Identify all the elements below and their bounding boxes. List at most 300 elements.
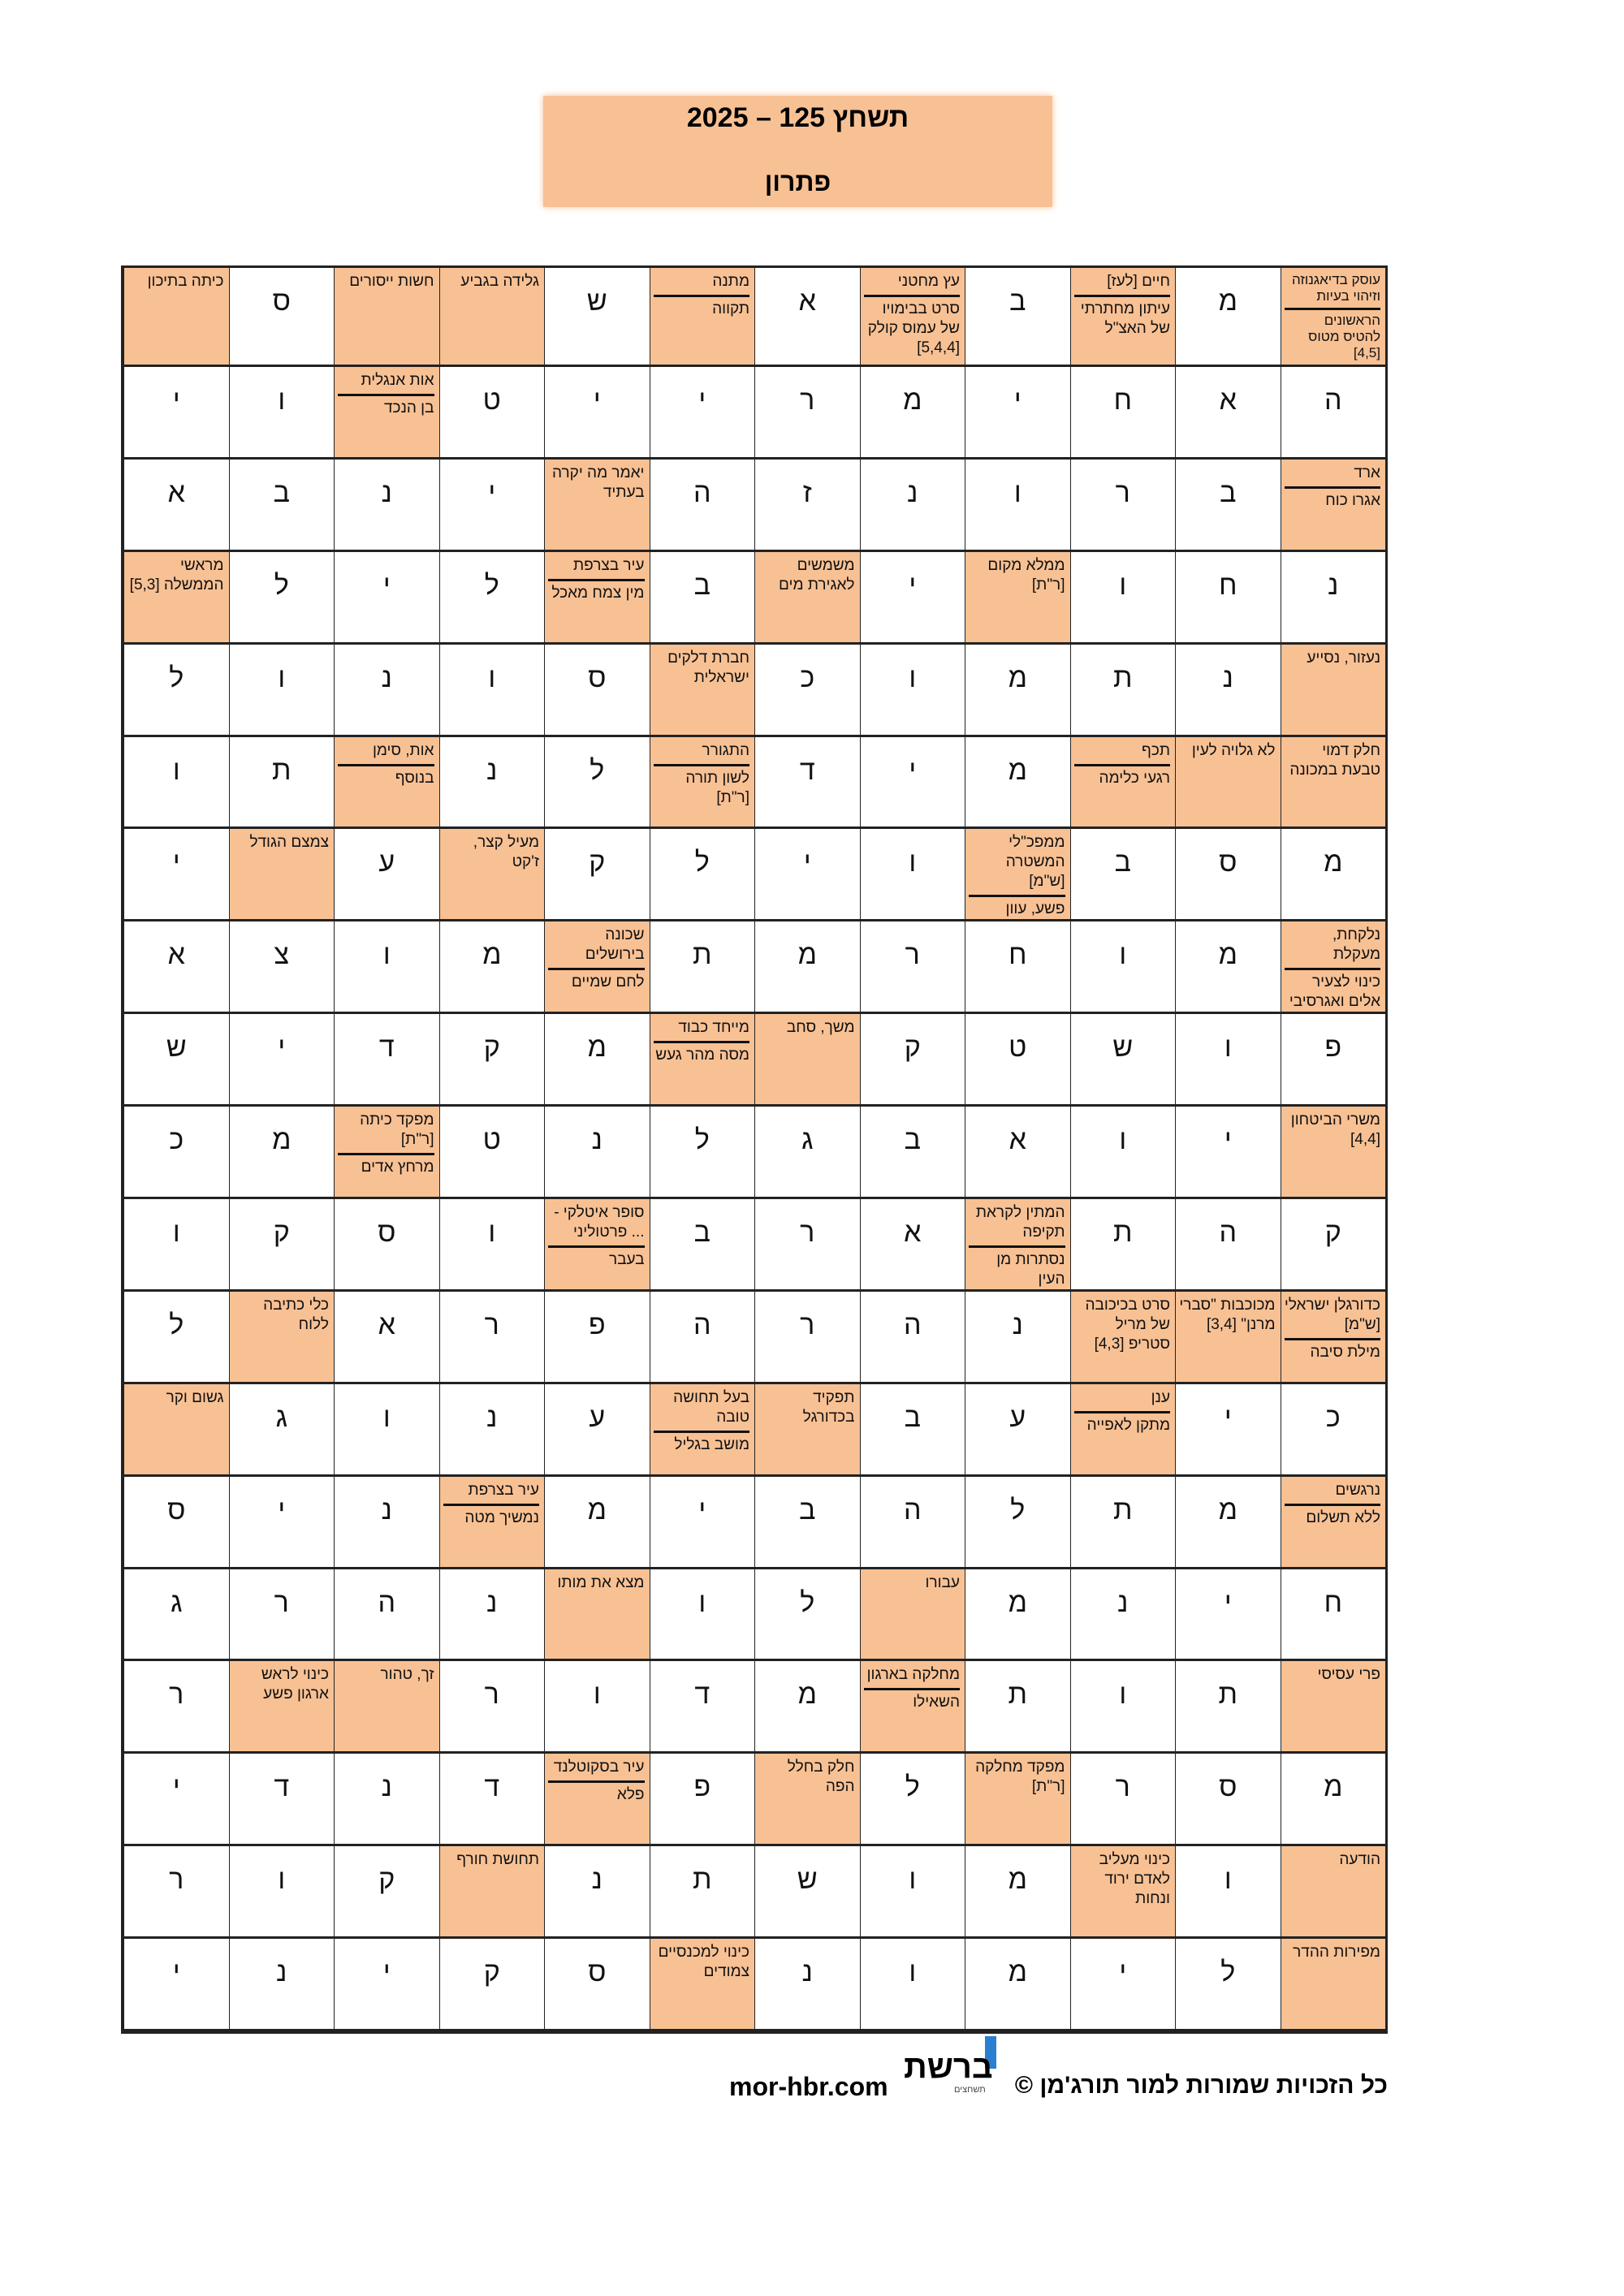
clue-text: עץ מחטני — [897, 273, 960, 290]
answer-cell: ל — [754, 1569, 860, 1662]
puzzle-subtitle: פתרון — [764, 167, 831, 196]
clue-text: משמשים לאגירת מים — [779, 556, 855, 593]
clue-cell — [1175, 1292, 1281, 1384]
clue-cell — [860, 1569, 965, 1662]
answer-cell: ה — [650, 1292, 755, 1384]
answer-cell: מ — [1281, 829, 1386, 921]
clue-text: עוסק בדיאגנוזה וזיהוי בעיות — [1291, 272, 1380, 304]
answer-cell: ו — [229, 367, 335, 460]
answer-cell: ל — [650, 829, 755, 921]
clue-text: תכף — [1142, 741, 1170, 759]
clue-text: עיר בצרפת — [468, 1481, 539, 1499]
answer-cell: י — [123, 1754, 229, 1846]
clue-cell — [1070, 1384, 1176, 1477]
clue-text: עיתון מחתרתי של האצ"ל — [1074, 295, 1171, 339]
answer-cell: ה — [334, 1569, 439, 1662]
answer-cell: ל — [650, 1107, 755, 1199]
answer-cell: י — [123, 367, 229, 460]
clue-cell — [1281, 645, 1386, 737]
answer-cell: ת — [965, 1661, 1070, 1754]
clue-text: נעזור, נסייע — [1307, 649, 1380, 667]
crossword-grid — [121, 265, 1388, 2034]
answer-cell: ע — [334, 829, 439, 921]
answer-cell: ט — [439, 1107, 545, 1199]
answer-cell: א — [1175, 367, 1281, 460]
answer-cell: ו — [334, 1384, 439, 1477]
answer-cell: ר — [754, 1199, 860, 1292]
answer-cell: ס — [1175, 829, 1281, 921]
answer-cell: א — [754, 268, 860, 367]
answer-cell: י — [439, 460, 545, 552]
answer-cell: נ — [544, 1846, 650, 1939]
clue-cell — [123, 268, 229, 367]
clue-text: כינוי לצעיר אלים ואגרסיבי — [1285, 968, 1381, 1012]
clue-text: התגורר — [702, 741, 749, 759]
clue-cell — [1281, 1107, 1386, 1199]
clue-text: השאילו — [864, 1688, 961, 1713]
answer-cell: מ — [544, 1014, 650, 1107]
answer-cell: כ — [123, 1107, 229, 1199]
clue-cell — [1281, 737, 1386, 830]
clue-text: בנוסף — [338, 764, 434, 789]
answer-cell: י — [229, 1014, 335, 1107]
answer-cell: מ — [1175, 268, 1281, 367]
clue-text: צמצם הגודל — [249, 834, 329, 852]
answer-cell: ב — [1175, 460, 1281, 552]
answer-cell: י — [1175, 1384, 1281, 1477]
answer-cell: ו — [123, 1199, 229, 1292]
answer-cell: ת — [650, 1846, 755, 1939]
clue-text: מרחץ אדים — [338, 1153, 434, 1178]
answer-cell: ק — [439, 1939, 545, 2031]
answer-cell: ו — [1175, 1014, 1281, 1107]
logo-text: ברשת — [904, 2049, 993, 2085]
answer-cell: י — [334, 552, 439, 645]
answer-cell: מ — [1175, 921, 1281, 1014]
clue-cell — [334, 1107, 439, 1199]
answer-cell: מ — [754, 1661, 860, 1754]
clue-cell — [544, 1754, 650, 1846]
clue-text: משרי הביטחון [4,4] — [1290, 1111, 1380, 1149]
answer-cell: א — [334, 1292, 439, 1384]
clue-cell — [754, 1384, 860, 1477]
logo-subtext: תשחצים — [954, 2085, 986, 2095]
clue-text: גשום וקר — [166, 1388, 224, 1406]
answer-cell: ל — [1175, 1939, 1281, 2031]
answer-cell: ע — [965, 1384, 1070, 1477]
answer-cell: ל — [123, 645, 229, 737]
clue-cell — [1281, 1939, 1386, 2031]
clue-cell — [965, 1754, 1070, 1846]
answer-cell: י — [650, 367, 755, 460]
answer-cell: ק — [229, 1199, 335, 1292]
answer-cell: מ — [965, 1846, 1070, 1939]
clue-cell — [544, 921, 650, 1014]
clue-cell — [860, 1661, 965, 1754]
clue-text: מפירות ההדר — [1293, 1944, 1380, 1962]
answer-cell: ק — [544, 829, 650, 921]
title-banner — [543, 96, 1052, 207]
answer-cell: י — [1175, 1107, 1281, 1199]
answer-cell: ב — [650, 1199, 755, 1292]
clue-text: כינוי לראש ארגון פשע — [261, 1666, 329, 1703]
clue-text: עיר בצרפת — [573, 556, 645, 574]
answer-cell: נ — [754, 1939, 860, 2031]
answer-cell: מ — [965, 737, 1070, 830]
answer-cell: ח — [1281, 1569, 1386, 1662]
logo — [904, 2036, 1022, 2100]
clue-cell — [334, 268, 439, 367]
answer-cell: ק — [334, 1846, 439, 1939]
answer-cell: ק — [439, 1014, 545, 1107]
clue-text: כדורגלן ישראלי [ש"מ] — [1284, 1296, 1380, 1333]
clue-cell — [229, 829, 335, 921]
clue-text: סופר איטלקי - ... פרטוליני — [554, 1203, 645, 1241]
answer-cell: נ — [334, 460, 439, 552]
clue-cell — [650, 1939, 755, 2031]
answer-cell: י — [754, 829, 860, 921]
answer-cell: ש — [123, 1014, 229, 1107]
clue-cell — [1070, 268, 1176, 367]
answer-cell: נ — [334, 645, 439, 737]
clue-text: זך, טהור — [380, 1666, 434, 1684]
answer-cell: ח — [1175, 552, 1281, 645]
answer-cell: ד — [650, 1661, 755, 1754]
clue-cell — [439, 1846, 545, 1939]
answer-cell: ש — [754, 1846, 860, 1939]
clue-cell — [229, 1661, 335, 1754]
clue-cell — [334, 1661, 439, 1754]
answer-cell: ת — [229, 737, 335, 830]
clue-text: הראשונים להטיס מטוס [4,5] — [1285, 308, 1381, 362]
clue-text: סרט בבימויו של עמוס קולק [5,4,4] — [864, 295, 961, 359]
clue-cell — [439, 829, 545, 921]
answer-cell: ו — [860, 829, 965, 921]
clue-text: גלידה בגביע — [460, 273, 539, 290]
clue-cell — [1281, 1477, 1386, 1569]
answer-cell: ר — [1070, 460, 1176, 552]
answer-cell: ו — [123, 737, 229, 830]
clue-text: אגרו כוח — [1285, 486, 1381, 511]
answer-cell: ר — [754, 367, 860, 460]
clue-text: מחלקה בארגון — [866, 1666, 960, 1684]
answer-cell: י — [334, 1939, 439, 2031]
clue-text: חברת דלקים ישראלית — [667, 649, 749, 686]
answer-cell: מ — [544, 1477, 650, 1569]
answer-cell: כ — [1281, 1384, 1386, 1477]
clue-cell — [544, 552, 650, 645]
clue-cell — [1281, 1661, 1386, 1754]
clue-cell — [754, 552, 860, 645]
clue-text: הודעה — [1339, 1851, 1380, 1869]
answer-cell: ב — [1070, 829, 1176, 921]
answer-cell: ל — [965, 1477, 1070, 1569]
clue-text: מצא את מותו — [557, 1573, 645, 1591]
clue-text: לחם שמיים — [548, 968, 645, 993]
answer-cell: י — [1070, 1939, 1176, 2031]
clue-cell — [1281, 1846, 1386, 1939]
answer-cell: ב — [860, 1107, 965, 1199]
answer-cell: ט — [965, 1014, 1070, 1107]
answer-cell: נ — [1175, 645, 1281, 737]
answer-cell: ל — [229, 552, 335, 645]
answer-cell: ת — [1070, 645, 1176, 737]
clue-cell — [650, 1384, 755, 1477]
clue-cell — [1281, 1292, 1386, 1384]
answer-cell: מ — [1281, 1754, 1386, 1846]
answer-cell: מ — [229, 1107, 335, 1199]
answer-cell: ה — [860, 1477, 965, 1569]
clue-text: חיים [לעז] — [1107, 273, 1170, 290]
answer-cell: ס — [334, 1199, 439, 1292]
answer-cell: ד — [334, 1014, 439, 1107]
answer-cell: ס — [1175, 1754, 1281, 1846]
clue-text: מתקן לאפייה — [1074, 1411, 1171, 1436]
answer-cell: ב — [229, 460, 335, 552]
answer-cell: ק — [1281, 1199, 1386, 1292]
answer-cell: י — [650, 1477, 755, 1569]
clue-text: משך, סחב — [786, 1019, 855, 1037]
answer-cell: ה — [650, 460, 755, 552]
answer-cell: ס — [544, 1939, 650, 2031]
answer-cell: י — [123, 1939, 229, 2031]
answer-cell: ר — [123, 1846, 229, 1939]
answer-cell: ר — [1070, 1754, 1176, 1846]
answer-cell: נ — [1281, 552, 1386, 645]
clue-cell — [754, 1754, 860, 1846]
clue-text: סרט בכיכובה של מריל סטריפ [4,3] — [1085, 1296, 1170, 1353]
answer-cell: נ — [1070, 1569, 1176, 1662]
answer-cell: ס — [544, 645, 650, 737]
clue-cell — [1070, 1292, 1176, 1384]
answer-cell: ת — [650, 921, 755, 1014]
clue-text: תפקיד בכדורגל — [802, 1388, 855, 1426]
clue-text: רגעי כלימה — [1074, 764, 1171, 789]
clue-text: עיר בסקוטלנד — [553, 1759, 645, 1776]
clue-text: נרגשים — [1335, 1481, 1380, 1499]
clue-cell — [334, 367, 439, 460]
clue-text: ללא תשלום — [1285, 1504, 1381, 1529]
clue-cell — [1070, 737, 1176, 830]
answer-cell: ל — [123, 1292, 229, 1384]
clue-cell — [650, 1014, 755, 1107]
clue-cell — [334, 737, 439, 830]
clue-text: לא גלויה לעין — [1191, 741, 1276, 759]
website-link[interactable]: mor-hbr.com — [729, 2072, 888, 2101]
answer-cell: מ — [965, 1569, 1070, 1662]
answer-cell: י — [965, 367, 1070, 460]
answer-cell: ש — [544, 268, 650, 367]
clue-text: תחושת חורף — [456, 1851, 539, 1869]
clue-cell — [754, 1014, 860, 1107]
answer-cell: ה — [860, 1292, 965, 1384]
clue-cell — [1281, 268, 1386, 367]
answer-cell: ב — [965, 268, 1070, 367]
answer-cell: א — [123, 921, 229, 1014]
clue-text: בעל תחושה טובה — [673, 1388, 749, 1426]
clue-text: מפקד מחלקה [ר"ת] — [975, 1759, 1065, 1796]
clue-text: אות, סימן — [372, 741, 434, 759]
answer-cell: צ — [229, 921, 335, 1014]
clue-text: ממפכ"לי המשטרה [ש"מ] — [1005, 834, 1065, 891]
clue-text: בן הנכד — [338, 394, 434, 419]
answer-cell: י — [229, 1477, 335, 1569]
clue-cell — [439, 1477, 545, 1569]
answer-cell: ו — [650, 1569, 755, 1662]
answer-cell: י — [860, 737, 965, 830]
copyright-text: כל הזכויות שמורות למור תורג'מן © — [1014, 2072, 1388, 2099]
clue-cell — [123, 552, 229, 645]
answer-cell: מ — [439, 921, 545, 1014]
answer-cell: ר — [439, 1661, 545, 1754]
answer-cell: ו — [544, 1661, 650, 1754]
clue-text: כלי כתיבה ללוח — [263, 1296, 329, 1333]
clue-cell — [123, 1384, 229, 1477]
clue-cell — [1281, 460, 1386, 552]
clue-text: כינוי למכנסיים צמודים — [658, 1944, 749, 1981]
clue-cell — [544, 460, 650, 552]
clue-text: עבורו — [925, 1573, 960, 1591]
answer-cell: נ — [439, 1569, 545, 1662]
answer-cell: ר — [123, 1661, 229, 1754]
clue-text: נסתרות מן העין — [969, 1245, 1065, 1290]
clue-text: מייחד כבוד — [678, 1019, 749, 1037]
answer-cell: א — [123, 460, 229, 552]
answer-cell: ה — [1175, 1199, 1281, 1292]
answer-cell: נ — [229, 1939, 335, 2031]
answer-cell: ד — [754, 737, 860, 830]
clue-cell — [1175, 737, 1281, 830]
answer-cell: ר — [439, 1292, 545, 1384]
answer-cell: ע — [544, 1384, 650, 1477]
puzzle-title: תשחץ 125 – 2025 — [686, 102, 909, 133]
answer-cell: מ — [754, 921, 860, 1014]
answer-cell: ט — [439, 367, 545, 460]
answer-cell: נ — [334, 1754, 439, 1846]
clue-text: תקווה — [654, 295, 750, 320]
clue-text: מין צמח מאכל — [548, 579, 645, 604]
clue-cell — [650, 737, 755, 830]
answer-cell: מ — [1175, 1477, 1281, 1569]
clue-text: מושב בגליל — [654, 1431, 750, 1456]
answer-cell: ג — [123, 1569, 229, 1662]
clue-cell — [650, 645, 755, 737]
answer-cell: ו — [439, 645, 545, 737]
answer-cell: ב — [860, 1384, 965, 1477]
answer-cell: ר — [860, 921, 965, 1014]
answer-cell: פ — [1281, 1014, 1386, 1107]
clue-text: מכוכבות "סברי מרנן" [3,4] — [1179, 1296, 1276, 1333]
answer-cell: ל — [439, 552, 545, 645]
clue-cell — [544, 1199, 650, 1292]
answer-cell: נ — [860, 460, 965, 552]
answer-cell: ח — [1070, 367, 1176, 460]
answer-cell: נ — [965, 1292, 1070, 1384]
answer-cell: נ — [544, 1107, 650, 1199]
clue-text: מעיל קצר, ז'קט — [473, 834, 539, 871]
answer-cell: ל — [860, 1754, 965, 1846]
answer-cell: ס — [229, 268, 335, 367]
clue-text: כיתה בתיכון — [147, 273, 224, 290]
clue-cell — [965, 829, 1070, 921]
clue-cell — [965, 552, 1070, 645]
clue-cell — [965, 1199, 1070, 1292]
answer-cell: פ — [650, 1754, 755, 1846]
answer-cell: ת — [1070, 1199, 1176, 1292]
clue-text: חלק בחלל הפה — [787, 1759, 855, 1796]
clue-cell — [229, 1292, 335, 1384]
answer-cell: י — [544, 367, 650, 460]
clue-cell — [544, 1569, 650, 1662]
answer-cell: ב — [754, 1477, 860, 1569]
clue-text: שכונה בירושלים — [585, 926, 645, 964]
answer-cell: נ — [439, 737, 545, 830]
answer-cell: ו — [229, 1846, 335, 1939]
answer-cell: ק — [860, 1014, 965, 1107]
clue-cell — [1281, 921, 1386, 1014]
clue-text: נמשיך מטה — [443, 1504, 540, 1529]
answer-cell: א — [965, 1107, 1070, 1199]
clue-text: פרי עסיסי — [1317, 1666, 1380, 1684]
answer-cell: מ — [965, 645, 1070, 737]
answer-cell: ז — [754, 460, 860, 552]
clue-cell — [650, 268, 755, 367]
answer-cell: ס — [123, 1477, 229, 1569]
clue-text: מסה מהר געש — [654, 1041, 750, 1066]
clue-text: מתנה — [712, 273, 749, 290]
answer-cell: ח — [965, 921, 1070, 1014]
answer-cell: ו — [965, 460, 1070, 552]
answer-cell: ש — [1070, 1014, 1176, 1107]
answer-cell: ו — [1070, 1661, 1176, 1754]
answer-cell: ו — [229, 645, 335, 737]
answer-cell: נ — [334, 1477, 439, 1569]
answer-cell: ו — [860, 1939, 965, 2031]
clue-text: לשון תורה [ר"ת] — [654, 764, 750, 809]
clue-text: אות אנגלית — [361, 372, 434, 389]
answer-cell: ו — [860, 645, 965, 737]
clue-text: פלא — [548, 1780, 645, 1806]
answer-cell: ל — [544, 737, 650, 830]
clue-text: מילת סיבה — [1285, 1338, 1381, 1363]
answer-cell: ב — [650, 552, 755, 645]
clue-text: ממלא מקום [ר"ת] — [987, 556, 1065, 593]
answer-cell: ר — [229, 1569, 335, 1662]
clue-text: חשות ייסורים — [349, 273, 434, 290]
answer-cell: מ — [965, 1939, 1070, 2031]
answer-cell: ו — [1175, 1846, 1281, 1939]
answer-cell: ו — [334, 921, 439, 1014]
answer-cell: ת — [1070, 1477, 1176, 1569]
answer-cell: י — [860, 552, 965, 645]
clue-text: בעבר — [548, 1245, 645, 1271]
clue-cell — [860, 268, 965, 367]
clue-text: נלקחת, מעקלת — [1332, 926, 1380, 964]
answer-cell: ג — [229, 1384, 335, 1477]
answer-cell: ו — [860, 1846, 965, 1939]
clue-text: יאמר מה יקרה בעתיד — [552, 464, 645, 501]
answer-cell: ו — [1070, 921, 1176, 1014]
answer-cell: נ — [439, 1384, 545, 1477]
clue-text: כינוי מעליב לאדם ירוד ונחות — [1099, 1851, 1170, 1908]
clue-text: חלק דמוי טבעת במכונה — [1289, 741, 1380, 779]
answer-cell: ו — [439, 1199, 545, 1292]
answer-cell: א — [860, 1199, 965, 1292]
clue-text: מפקד כיתה [ר"ת] — [360, 1111, 434, 1149]
clue-text: ענן — [1151, 1388, 1170, 1406]
answer-cell: ו — [1070, 552, 1176, 645]
clue-text: ארד — [1354, 464, 1380, 481]
